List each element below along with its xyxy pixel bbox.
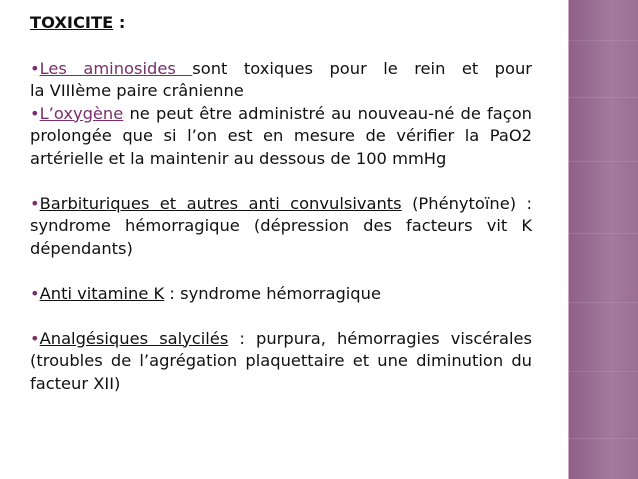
side-band-stripe (569, 438, 638, 439)
paragraph-oxygene (30, 103, 532, 171)
paragraph-aminosides-line2 (30, 80, 532, 103)
side-band-stripe (569, 97, 638, 98)
bullet: • (30, 58, 40, 78)
bullet: • (30, 103, 40, 123)
term-antivitamine: Anti vitamine K (39, 283, 165, 303)
spacer (30, 305, 532, 328)
side-band-stripe (569, 40, 638, 41)
slide-title (30, 12, 532, 35)
side-band-stripe (569, 302, 638, 303)
bullet: • (30, 328, 40, 348)
paragraph-antivitamine (30, 283, 532, 306)
term-oxygene: L’oxygène (39, 103, 124, 123)
bullet: • (30, 193, 40, 213)
text-aminosides-line1: sont toxiques pour le rein et pour (192, 58, 532, 78)
paragraph-analgesiques (30, 328, 532, 396)
bullet: • (30, 283, 40, 303)
term-aminosides: Les aminosides (39, 58, 193, 78)
title-text: TOXICITE (30, 13, 114, 32)
text-oxygene: ne peut être administré au nouveau-né de façon prolongée que si l’on est en mesure de vérifier la PaO2 artérielle et la maintenir au dessous de 100 mmHg (30, 103, 532, 168)
paragraph-aminosides-line1 (30, 58, 532, 81)
spacer (30, 170, 532, 193)
text-aminosides-line2: la VIIIème paire crânienne (30, 81, 244, 100)
text-analgesiques: : purpura, hémorragies viscérales (troubles de l’agrégation plaquettaire et une diminution du facteur XII) (30, 328, 532, 393)
text-barbituriques: (Phénytoïne) : syndrome hémorragique (dépression des facteurs vit K dépendants) (30, 193, 532, 258)
side-band-stripe (569, 161, 638, 162)
title-colon: : (113, 13, 126, 32)
text-antivitamine: : syndrome hémorragique (164, 283, 381, 303)
decorative-side-band (568, 0, 638, 479)
term-barbituriques: Barbituriques et autres anti convulsivants (39, 193, 402, 213)
spacer (30, 260, 532, 283)
side-band-stripe (569, 233, 638, 234)
paragraph-barbituriques (30, 193, 532, 261)
side-band-gradient (569, 0, 638, 479)
slide-content (30, 12, 532, 395)
term-analgesiques: Analgésiques salycilés (39, 328, 229, 348)
side-band-stripe (569, 371, 638, 372)
